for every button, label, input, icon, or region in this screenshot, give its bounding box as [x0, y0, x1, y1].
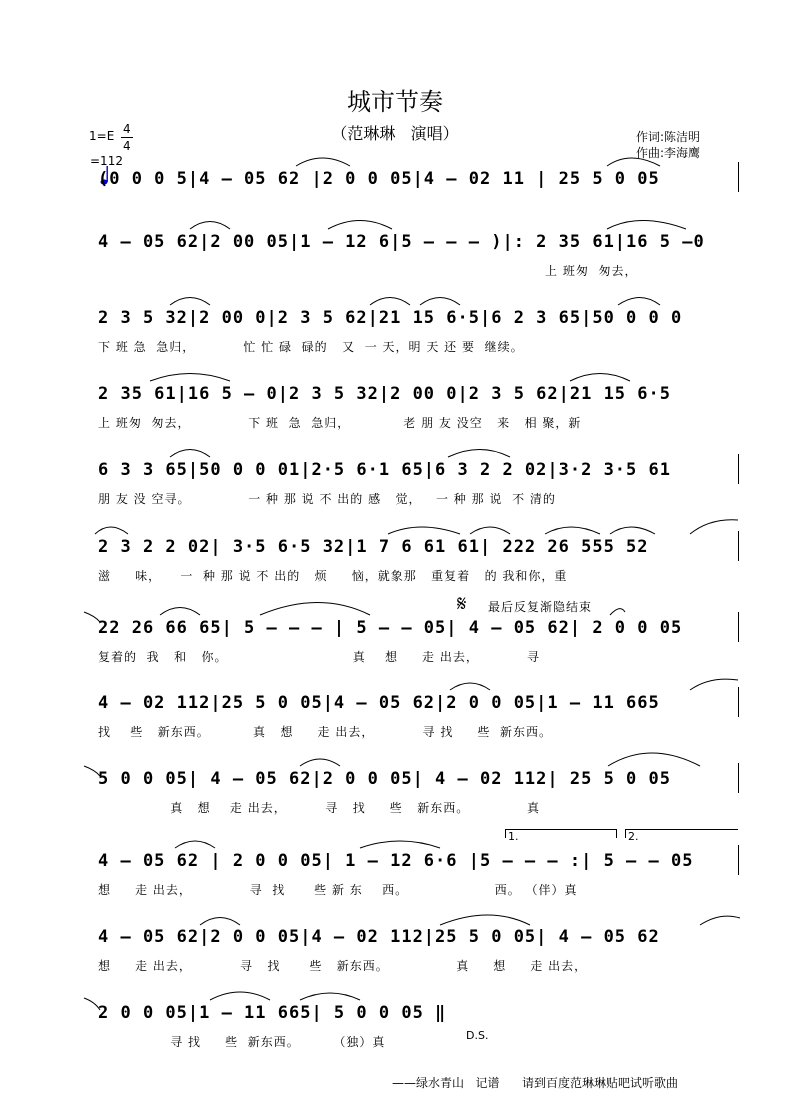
fade-out-instruction: 最后反复渐隐结束	[488, 600, 593, 614]
system-1-notes: (0 0 0 5|4 – 05 62 |2 0 0 05|4 – 02 11 | 25 5 0 05	[98, 169, 671, 189]
system-6-lyrics: 滋 味， 一 种 那 说 不 出的 烦 恼，就象那 重复着 的 我和你，重	[98, 569, 568, 583]
system-4-lyrics: 上 班匆 匆去， 下 班 急 急归， 老 朋 友 没空 来 相 聚，新	[98, 416, 582, 430]
system-5-lyrics: 朋 友 没 空寻。 一 种 那 说 不 出的 感 觉， 一 种 那 说 不 清的	[98, 492, 556, 506]
tempo-marking: =112	[90, 154, 123, 168]
listening-note: 请到百度范琳琳贴吧试听歌曲	[522, 1076, 679, 1090]
system-7-notes: 22 26 66 65| 5 – – – | 5 – – 05| 4 – 05 62| 2 0 0 05	[98, 618, 683, 638]
system-4-notes: 2 35 61|16 5 – 0|2 3 5 32|2 00 0|2 3 5 62|21 15 6·5	[98, 384, 671, 404]
system-10-notes: 4 – 05 62 | 2 0 0 05| 1 – 12 6·6 |5 – – – :| 5 – – 05	[98, 851, 694, 871]
dal-segno-mark: D.S.	[466, 1029, 489, 1042]
system-3-lyrics: 下 班 急 急归， 忙 忙 碌 碌的 又 一 天，明 天 还 要 继续。	[98, 340, 524, 354]
system-7-lyrics: 复着的 我 和 你。 真 想 走 出去， 寻	[98, 650, 540, 664]
system-11-lyrics: 想 走 出去， 寻 找 些 新东西。 真 想 走 出去，	[98, 959, 588, 973]
system-8-lyrics: 找 些 新东西。 真 想 走 出去， 寻 找 些 新东西。	[98, 725, 553, 739]
segno-sign: 𝄋	[457, 592, 467, 617]
system-12-lyrics: 寻 找 些 新东西。 （独）真	[98, 1035, 386, 1049]
time-signature-bottom: 4	[123, 139, 131, 153]
system-8-notes: 4 – 02 112|25 5 0 05|4 – 05 62|2 0 0 05|1 – 11 665	[98, 693, 660, 713]
system-6-notes: 2 3 2 2 02| 3·5 6·5 32|1 7 6 61 61| 222 26 555 52	[98, 537, 649, 557]
system-2-notes: 4 – 05 62|2 00 05|1 – 12 6|5 – – – )|: 2 35 61|16 5 –0	[98, 232, 705, 252]
system-3-notes: 2 3 5 32|2 00 0|2 3 5 62|21 15 6·5|6 2 3 65|50 0 0 0	[98, 308, 683, 328]
volta-2-label: 2.	[628, 830, 639, 843]
system-9-notes: 5 0 0 05| 4 – 05 62|2 0 0 05| 4 – 02 112| 25 5 0 05	[98, 769, 671, 789]
volta-1-label: 1.	[508, 830, 519, 843]
singer-credit: （范琳琳 演唱）	[331, 124, 459, 143]
composer-credit: 作曲:李海鹰	[636, 146, 701, 160]
lyricist-credit: 作词:陈洁明	[636, 130, 701, 144]
system-11-notes: 4 – 05 62|2 0 0 05|4 – 02 112|25 5 0 05| 4 – 05 62	[98, 927, 660, 947]
key-signature: 1=E	[89, 129, 115, 143]
time-signature-top: 4	[123, 122, 131, 136]
system-10-lyrics: 想 走 出去， 寻 找 些 新 东 西。 西。 （伴）真	[98, 883, 578, 897]
system-9-lyrics: 真 想 走 出去， 寻 找 些 新东西。 真	[98, 801, 540, 815]
system-2-lyrics: 上 班匆 匆去，	[545, 264, 638, 278]
system-12-notes: 2 0 0 05|1 – 11 665| 5 0 0 05 ‖	[98, 1003, 447, 1023]
system-5-notes: 6 3 3 65|50 0 0 01|2·5 6·1 65|6 3 2 2 02|3·2 3·5 61	[98, 460, 671, 480]
song-title: 城市节奏	[347, 88, 443, 116]
transcriber-credit: ——绿水青山 记谱	[392, 1076, 500, 1090]
